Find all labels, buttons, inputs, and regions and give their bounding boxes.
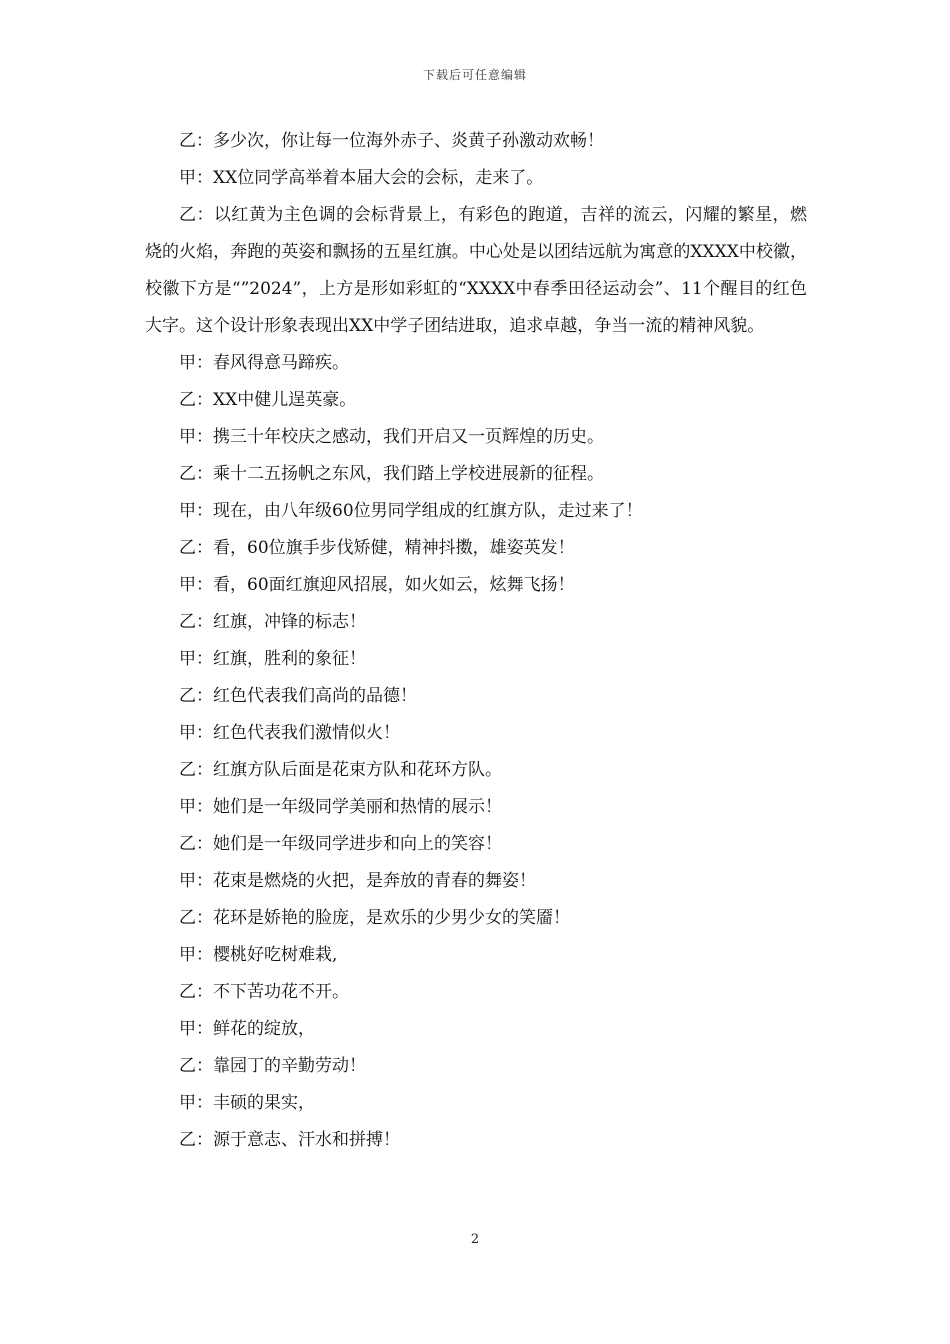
paragraph: 乙：靠园丁的辛勤劳动！ — [179, 1056, 366, 1076]
page-number: 2 — [470, 1232, 480, 1247]
paragraph: 甲：她们是一年级同学美丽和热情的展示！ — [179, 797, 502, 817]
paragraph: 乙：红旗方队后面是花束方队和花环方队。 — [179, 760, 502, 780]
paragraph: 乙：不下苦功花不开。 — [179, 982, 349, 1002]
paragraph: 乙：她们是一年级同学进步和向上的笑容！ — [179, 834, 502, 854]
paragraph: 乙：红旗，冲锋的标志！ — [179, 612, 366, 632]
paragraph: 甲：看，60面红旗迎风招展，如火如云，炫舞飞扬！ — [179, 575, 575, 595]
paragraph: 甲：春风得意马蹄疾。 — [179, 353, 349, 373]
paragraph: 甲：樱桃好吃树难栽, — [179, 945, 338, 965]
paragraph: 乙：多少次，你让每一位海外赤子、炎黄子孙激动欢畅！ — [179, 131, 604, 151]
page-header: 下载后可任意编辑 — [422, 68, 527, 82]
paragraph: 乙：以红黄为主色调的会标背景上，有彩色的跑道，吉祥的流云，闪耀的繁星，燃烧的火焰，奔跑的英姿和飘扬的五星红旗。中心处是以团结远航为寓意的XXXX中校徽，校徽下方是“”2024”，上方是形如彩虹的“XXXX中春季田径运动会”、11个醒目的红色大字。这个设计形象表现出XX中学子团结进取，追求卓越，争当一流的精神风貌。 — [145, 205, 807, 336]
paragraph: 甲：现在，由八年级60位男同学组成的红旗方队，走过来了！ — [179, 501, 643, 521]
paragraph: 甲：携三十年校庆之感动，我们开启又一页辉煌的历史。 — [179, 427, 604, 447]
paragraph: 乙：花环是娇艳的脸庞，是欢乐的少男少女的笑靥！ — [179, 908, 570, 928]
paragraph: 甲：红旗，胜利的象征！ — [179, 649, 366, 669]
paragraph: 甲：花束是燃烧的火把，是奔放的青春的舞姿！ — [179, 871, 536, 891]
paragraph: 乙：源于意志、汗水和拼搏！ — [179, 1130, 400, 1150]
paragraph: 甲：XX位同学高举着本届大会的会标，走来了。 — [179, 168, 544, 188]
paragraph: 乙：红色代表我们高尚的品德！ — [179, 686, 417, 706]
paragraph: 乙：XX中健儿逞英豪。 — [179, 390, 357, 410]
paragraph: 甲：丰硕的果实， — [179, 1093, 315, 1113]
paragraph: 乙：乘十二五扬帆之东风，我们踏上学校进展新的征程。 — [179, 464, 604, 484]
paragraph: 乙：看，60位旗手步伐矫健，精神抖擞，雄姿英发！ — [179, 538, 575, 558]
paragraph: 甲：红色代表我们激情似火！ — [179, 723, 400, 743]
document-body — [145, 123, 807, 1159]
paragraph: 甲：鲜花的绽放， — [179, 1019, 315, 1039]
